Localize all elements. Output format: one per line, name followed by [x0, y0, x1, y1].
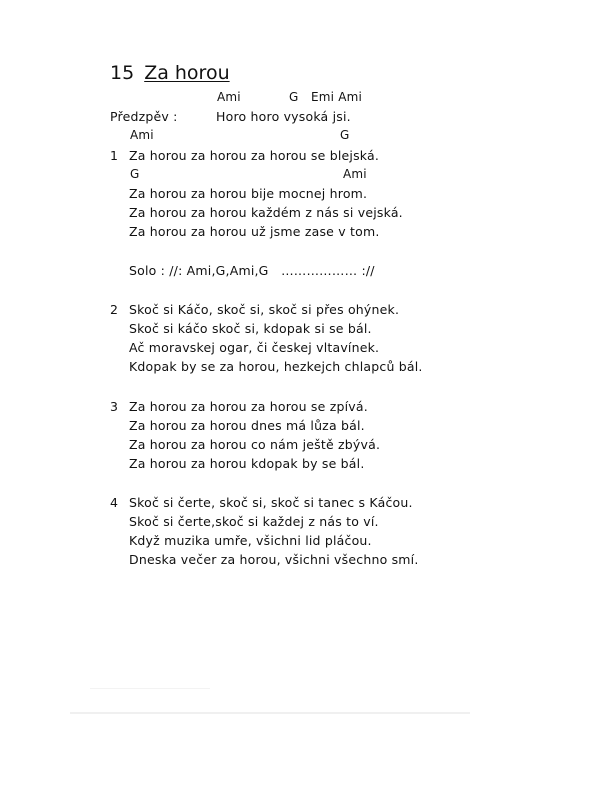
verse2-number: 2	[110, 302, 119, 317]
verse4-line1: Skoč si čerte, skoč si, skoč si tanec s Káčou.	[129, 495, 413, 510]
song-title: Za horou	[144, 62, 230, 84]
verse1-line3: Za horou za horou každém z nás si vejská.	[129, 205, 403, 220]
song-number: 15	[110, 62, 135, 84]
verse1-chord-g-a: G	[340, 128, 350, 142]
verse1-line2: Za horou za horou bije mocnej hrom.	[129, 186, 368, 201]
song-header	[110, 62, 230, 84]
verse4-number: 4	[110, 495, 119, 510]
verse1-chord-g-b: G	[130, 167, 140, 181]
verse3-line4: Za horou za horou kdopak by se bál.	[129, 456, 365, 471]
predzpev-chord-g: G	[289, 90, 299, 104]
verse3-number: 3	[110, 399, 119, 414]
verse3-line3: Za horou za horou co nám ještě zbývá.	[129, 437, 381, 452]
verse1-chord-ami-a: Ami	[130, 128, 154, 142]
scan-bleed-mark	[70, 712, 470, 714]
verse4-line3: Když muzika umře, všichni lid pláčou.	[129, 533, 372, 548]
predzpev-label: Předzpěv :	[110, 109, 178, 124]
verse1-number: 1	[110, 148, 119, 163]
scan-bleed-mark	[90, 688, 210, 689]
verse1-line1: Za horou za horou za horou se blejská.	[129, 148, 380, 163]
verse4-line2: Skoč si čerte,skoč si každej z nás to ví.	[129, 514, 379, 529]
verse2-line2: Skoč si káčo skoč si, kdopak si se bál.	[129, 321, 372, 336]
verse2-line4: Kdopak by se za horou, hezkejch chlapců bál.	[129, 359, 423, 374]
verse4-line4: Dneska večer za horou, všichni všechno smí.	[129, 552, 419, 567]
solo-line: Solo : //: Ami,G,Ami,G ……………… ://	[129, 263, 375, 278]
verse2-line1: Skoč si Káčo, skoč si, skoč si přes ohýnek.	[129, 302, 400, 317]
predzpev-text: Horo horo vysoká jsi.	[216, 109, 351, 124]
predzpev-chord-emi-ami: Emi Ami	[311, 90, 363, 104]
verse3-line1: Za horou za horou za horou se zpívá.	[129, 399, 368, 414]
verse1-line4: Za horou za horou už jsme zase v tom.	[129, 224, 380, 239]
verse1-chord-ami-b: Ami	[343, 167, 367, 181]
predzpev-chord-ami: Ami	[217, 90, 241, 104]
verse3-line2: Za horou za horou dnes má lůza bál.	[129, 418, 365, 433]
verse2-line3: Ač moravskej ogar, či českej vltavínek.	[129, 340, 380, 355]
